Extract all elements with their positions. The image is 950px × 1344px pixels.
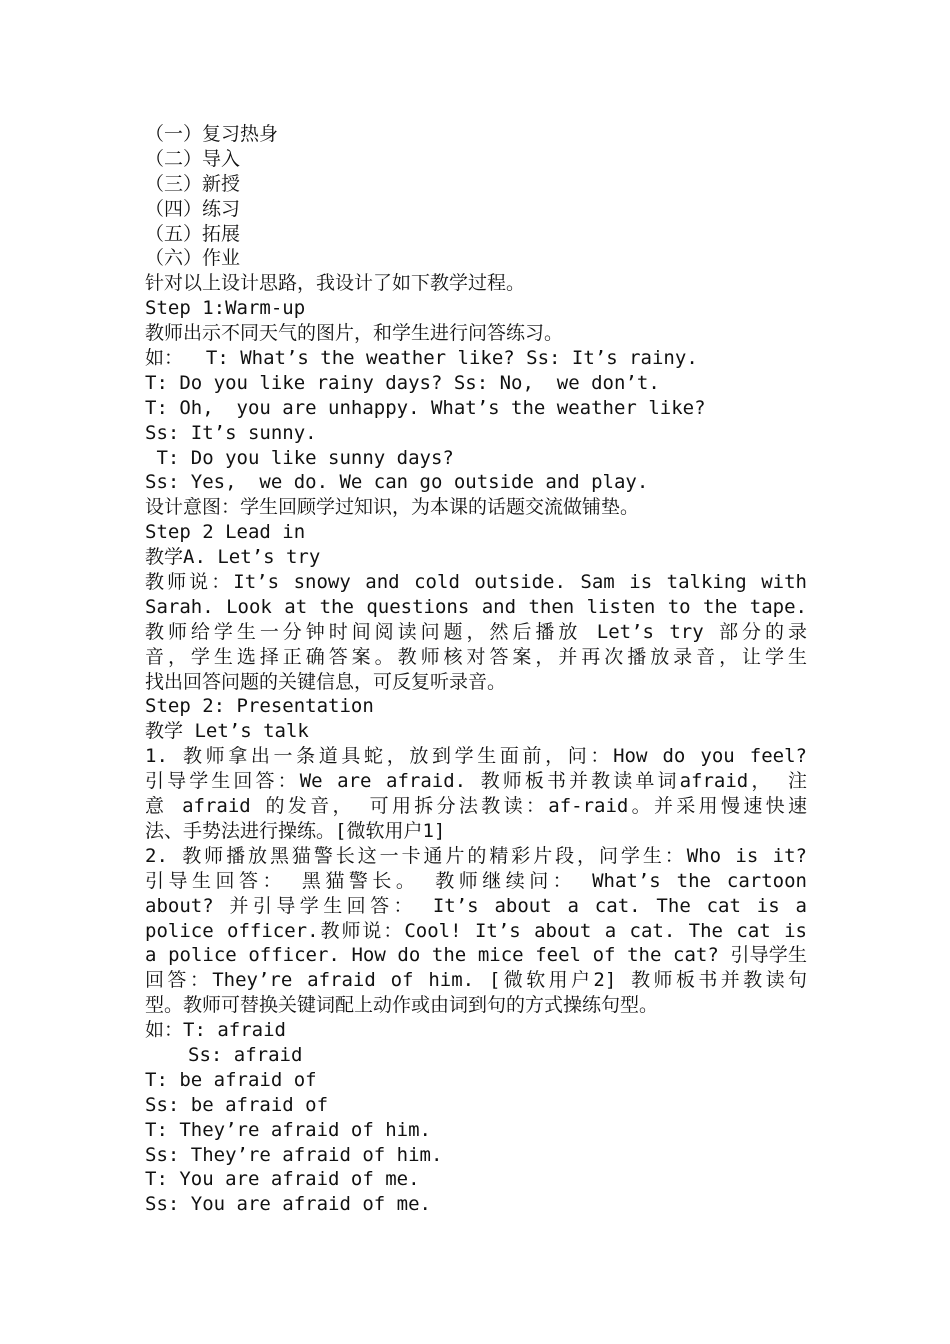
drill-line: Ss: be afraid of: [145, 1093, 329, 1116]
outline: [145, 122, 807, 271]
step2-lead-heading: Step 2 Lead in: [145, 521, 306, 544]
paragraph-line: 音，学生选择正确答案。教师核对答案，并再次播放录音，让学生: [145, 645, 807, 668]
paragraph-line: police officer.教师说：Cool! It’s about a cat. The cat is: [145, 919, 807, 942]
step1-heading: Step 1:Warm-up: [145, 297, 306, 320]
paragraph-line: 找出回答问题的关键信息，可反复听录音。: [145, 670, 507, 693]
paragraph-line: about? 并引导学生回答： It’s about a cat. The cat is a: [145, 894, 807, 917]
paragraph-line: a police officer. How do the mice feel of the cat? 引导学生: [145, 944, 807, 967]
document-page: [145, 122, 807, 1217]
outline-item: （四）练习: [145, 197, 241, 220]
presentation-heading: Step 2: Presentation: [145, 695, 374, 718]
paragraph-line: 意 afraid 的发音， 可用拆分法教读：af-raid。并采用慢速快速: [145, 795, 807, 818]
paragraph-line: 型。教师可替换关键词配上动作或由词到句的方式操练句型。: [145, 994, 659, 1017]
drill-line: T: They’re afraid of him.: [145, 1118, 431, 1141]
dialogue-line: T: Oh, you are unhappy. What’s the weather like?: [145, 396, 706, 419]
design-intent: 设计意图：学生回顾学过知识，为本课的话题交流做铺垫。: [145, 496, 640, 519]
dialogue-line: T: Do you like rainy days? Ss: No, we don’t.: [145, 371, 660, 394]
paragraph-line: 回答：They’re afraid of him. [微软用户2] 教师板书并教读句: [145, 969, 807, 992]
presentation-sub: 教学 Let’s talk: [145, 720, 309, 743]
step1-section: [145, 296, 807, 520]
intro-text: 针对以上设计思路，我设计了如下教学过程。: [145, 272, 526, 295]
dialogue-line: 如： T: What’s the weather like? Ss: It’s rainy.: [145, 347, 698, 370]
step2-presentation-section: [145, 694, 807, 1217]
outline-item: （五）拓展: [145, 222, 241, 245]
drill-line: 如：T: afraid: [145, 1019, 286, 1042]
outline-item: （六）作业: [145, 247, 241, 270]
presentation-item-2: [145, 844, 807, 1018]
step2-lead-section: [145, 520, 807, 694]
paragraph-line: 教师给学生一分钟时间阅读问题，然后播放 Let’s try 部分的录: [145, 620, 807, 643]
drill-line: Ss: afraid: [188, 1043, 303, 1066]
paragraph-line: 引导生回答： 黑猫警长。 教师继续问： What’s the cartoon: [145, 869, 807, 892]
step1-desc: 教师出示不同天气的图片，和学生进行问答练习。: [145, 322, 564, 345]
drill-line: Ss: You are afraid of me.: [145, 1193, 431, 1216]
outline-item: （三）新授: [145, 172, 241, 195]
drill-line: T: You are afraid of me.: [145, 1168, 420, 1191]
paragraph-line: 2. 教师播放黑猫警长这一卡通片的精彩片段，问学生：Who is it?: [145, 844, 807, 867]
drill-line: T: be afraid of: [145, 1068, 317, 1091]
step2-lead-sub: 教学A. Let’s try: [145, 546, 321, 569]
paragraph-line: 1. 教师拿出一条道具蛇，放到学生面前，问：How do you feel?: [145, 745, 807, 768]
dialogue-line: Ss: It’s sunny.: [145, 421, 317, 444]
paragraph-line: 教师说：It’s snowy and cold outside. Sam is talking with: [145, 571, 807, 594]
outline-item: （一）复习热身: [145, 123, 279, 145]
paragraph-line: Sarah. Look at the questions and then listen to the tape.: [145, 595, 807, 618]
paragraph-line: 引导学生回答：We are afraid. 教师板书并教读单词afraid， 注: [145, 770, 807, 793]
drill-dialogue: [145, 1018, 807, 1217]
presentation-item-1: [145, 744, 807, 844]
paragraph-line: 法、手势法进行操练。[微软用户1]: [145, 819, 446, 842]
dialogue-line: Ss: Yes, we do. We can go outside and play.: [145, 471, 649, 494]
lead-paragraph: [145, 570, 807, 694]
outline-item: （二）导入: [145, 147, 241, 170]
drill-line: Ss: They’re afraid of him.: [145, 1143, 443, 1166]
dialogue-line: T: Do you like sunny days?: [145, 446, 454, 469]
